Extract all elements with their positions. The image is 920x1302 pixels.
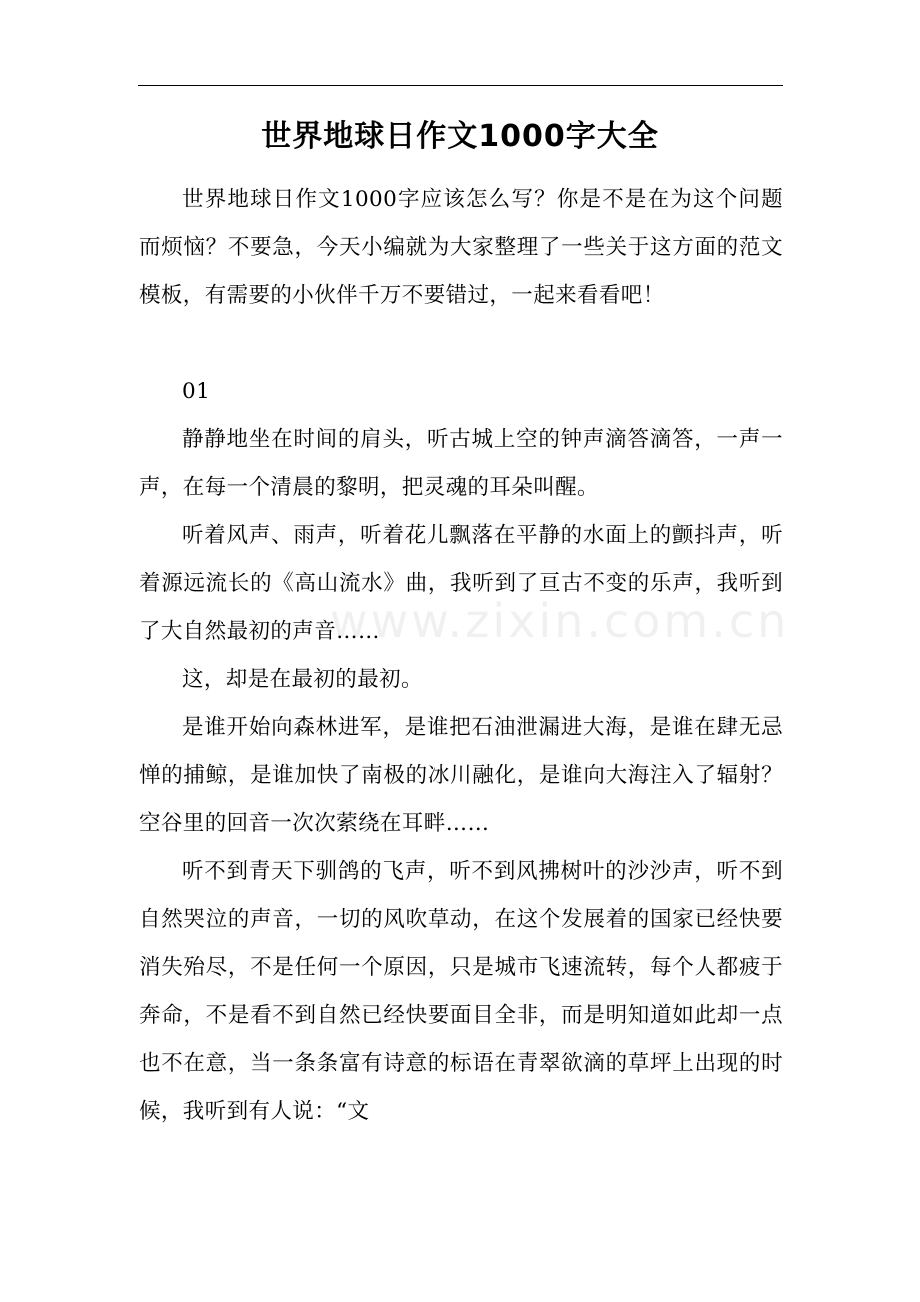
header-rule [138,85,783,86]
intro-paragraph: 世界地球日作文1000字应该怎么写？你是不是在为这个问题而烦恼？不要急，今天小编就为大家整理了一些关于这方面的范文模板，有需要的小伙伴千万不要错过，一起来看看吧！ [139,187,783,308]
section-number: 01 [182,379,211,404]
body-paragraph-5: 听不到青天下驯鸽的飞声，听不到风拂树叶的沙沙声，听不到自然哭泣的声音，一切的风吹草动，在这个发展着的国家已经快要消失殆尽，不是任何一个原因，只是城市飞速流转，每个人都疲于奔命，不是看不到自然已经快要面目全非，而是明知道如此却一点也不在意，当一条条富有诗意的标语在青翠欲滴的草坪上出现的时候，我听到有人说：“文 [139,859,783,1124]
paragraph-spacer [139,320,783,368]
document-body [139,176,783,1136]
body-paragraph-2: 听着风声、雨声，听着花儿飘落在平静的水面上的颤抖声，听着源远流长的《高山流水》曲，我听到了亘古不变的乐声，我听到了大自然最初的声音…… [139,523,783,644]
body-paragraph-4: 是谁开始向森林进军，是谁把石油泄漏进大海，是谁在肆无忌惮的捕鲸，是谁加快了南极的冰川融化，是谁向大海注入了辐射？空谷里的回音一次次萦绕在耳畔…… [139,715,783,836]
document-title: 世界地球日作文1000字大全 [261,119,659,154]
watermark: www.zixin.com.cn [330,594,790,648]
body-paragraph-1: 静静地坐在时间的肩头，听古城上空的钟声滴答滴答，一声一声，在每一个清晨的黎明，把灵魂的耳朵叫醒。 [139,427,783,500]
body-paragraph-3: 这，却是在最初的最初。 [182,667,423,692]
